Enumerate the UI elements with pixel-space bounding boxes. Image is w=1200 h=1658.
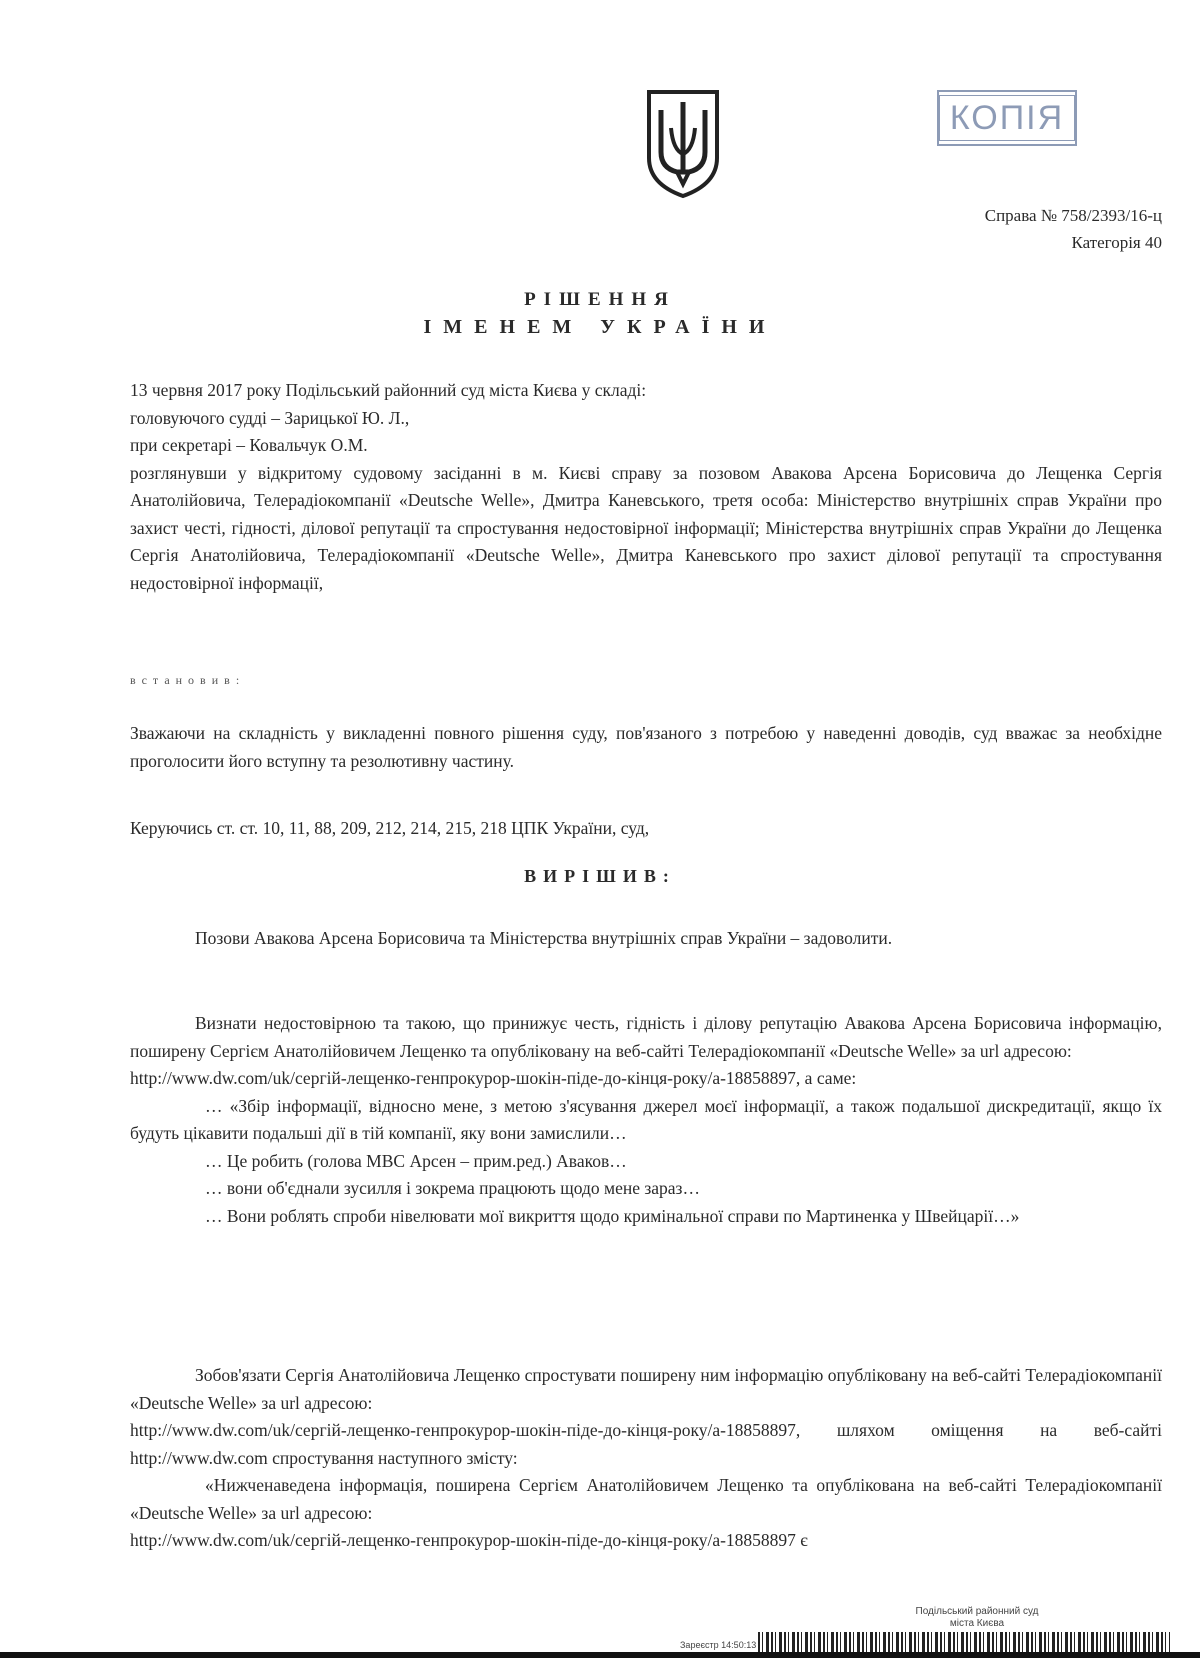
copy-stamp-label: КОПІЯ	[939, 95, 1075, 141]
resolved-heading: ВИРІШИВ:	[524, 866, 676, 886]
intro-body: розглянувши у відкритому судовому засіданні в м. Києві справу за позовом Авакова Арсена Борисовича до Лещенка Сергія Анатолійовича, Телерадіокомпанії «Deutsche Welle», Дмитра Каневського, третя особа: Міністерство внутрішніх справ України про захист честі, гідності, ділової репутації та спростування недостовірної інформації; Міністерства внутрішніх справ України до Лещенка Сергія Анатолійовича, Телерадіокомпанії «Deutsche Welle», Дмитра Каневського про захист ділової репутації та спростування недостовірної інформації,	[130, 462, 1162, 593]
recognize-url: http://www.dw.com/uk/сергій-лещенко-генпрокурор-шокін-піде-до-кінця-року/a-18858897, а саме:	[130, 1068, 857, 1088]
obligation-text: Зобов'язати Сергія Анатолійовича Лещенко спростувати поширену ним інформацію опубліковану на веб-сайті Телерадіокомпанії «Deutsche Welle» за url адресою:	[130, 1365, 1162, 1413]
intro-secretary-line: при секретарі – Ковальчук О.М.	[130, 435, 368, 455]
case-info	[985, 202, 1162, 256]
paragraph-obligation	[130, 1362, 1162, 1555]
quote-2: … Це робить (голова МВС Арсен – прим.ред.) Аваков…	[205, 1150, 627, 1171]
intro-paragraph	[130, 377, 1162, 597]
paragraph-claims-granted: Позови Авакова Арсена Борисовича та Міністерства внутрішніх справ України – задоволити.	[195, 928, 893, 948]
court-city: міста Києва	[949, 1618, 1005, 1629]
barcode-icon	[758, 1632, 1170, 1654]
recognize-text: Визнати недостовірною та такою, що принижує честь, гідність і ділову репутацію Авакова Арсена Борисовича інформацію, поширену Сергієм Анатолійовичем Лещенко та опубліковану на веб-сайті Телерадіокомпанії «Deutsche Welle» за url адресою:	[130, 1013, 1162, 1061]
refutation-text: «Нижченаведена інформація, поширена Сергієм Анатолійовичем Лещенко та опублікована на веб-сайті Телерадіокомпанії «Deutsche Welle» за url адресою:	[130, 1475, 1162, 1523]
court-name: Подільський районний суд	[915, 1606, 1039, 1617]
established-heading: встановив:	[130, 673, 246, 687]
case-number: Справа № 758/2393/16-ц	[984, 206, 1162, 225]
obligation-url: http://www.dw.com/uk/сергій-лещенко-генпрокурор-шокін-піде-до-кінця-року/a-18858897, шляхом оміщення на веб-сайті http://www.dw.com спростування наступного змісту:	[130, 1420, 1162, 1468]
intro-judge-line: головуючого судді – Зарицької Ю. Л.,	[130, 407, 410, 428]
registration-label: Зареєстр 14:50:13	[680, 1640, 757, 1650]
refutation-url: http://www.dw.com/uk/сергій-лещенко-генпрокурор-шокін-піде-до-кінця-року/a-18858897 є	[130, 1530, 808, 1550]
paragraph-recognize-false	[130, 1010, 1162, 1230]
quote-3: … вони об'єднали зусилля і зокрема працюють щодо мене зараз…	[205, 1178, 700, 1198]
intro-date-line: 13 червня 2017 року Подільський районний суд міста Києва у складі:	[130, 380, 647, 400]
document-title: РІШЕННЯ	[524, 289, 676, 310]
court-registration-stamp	[887, 1606, 1067, 1630]
case-category: Категорія 40	[1071, 233, 1162, 252]
quote-4: … Вони роблять спроби нівелювати мої викриття щодо кримінальної справи по Мартиненка у Швейцарії…»	[205, 1205, 1020, 1226]
copy-stamp	[937, 90, 1077, 146]
bottom-border	[0, 1652, 1200, 1658]
document-subtitle: ІМЕНЕМ УКРАЇНИ	[423, 316, 777, 338]
paragraph-reasons: Зважаючи на складність у викладенні повного рішення суду, пов'язаного з потребою у наведенні доводів, суд вважає за необхідне проголосити його вступну та резолютивну частину.	[130, 723, 1162, 771]
coat-of-arms-icon	[643, 88, 723, 200]
paragraph-legal-basis: Керуючись ст. ст. 10, 11, 88, 209, 212, 214, 215, 218 ЦПК України, суд,	[130, 818, 650, 838]
quote-1: … «Збір інформації, відносно мене, з метою з'ясування джерел моєї інформації, а також подальшої дискредитації, якщо їх будуть цікавити подальші дії в тій компанії, яку вони замислили…	[130, 1095, 1162, 1143]
